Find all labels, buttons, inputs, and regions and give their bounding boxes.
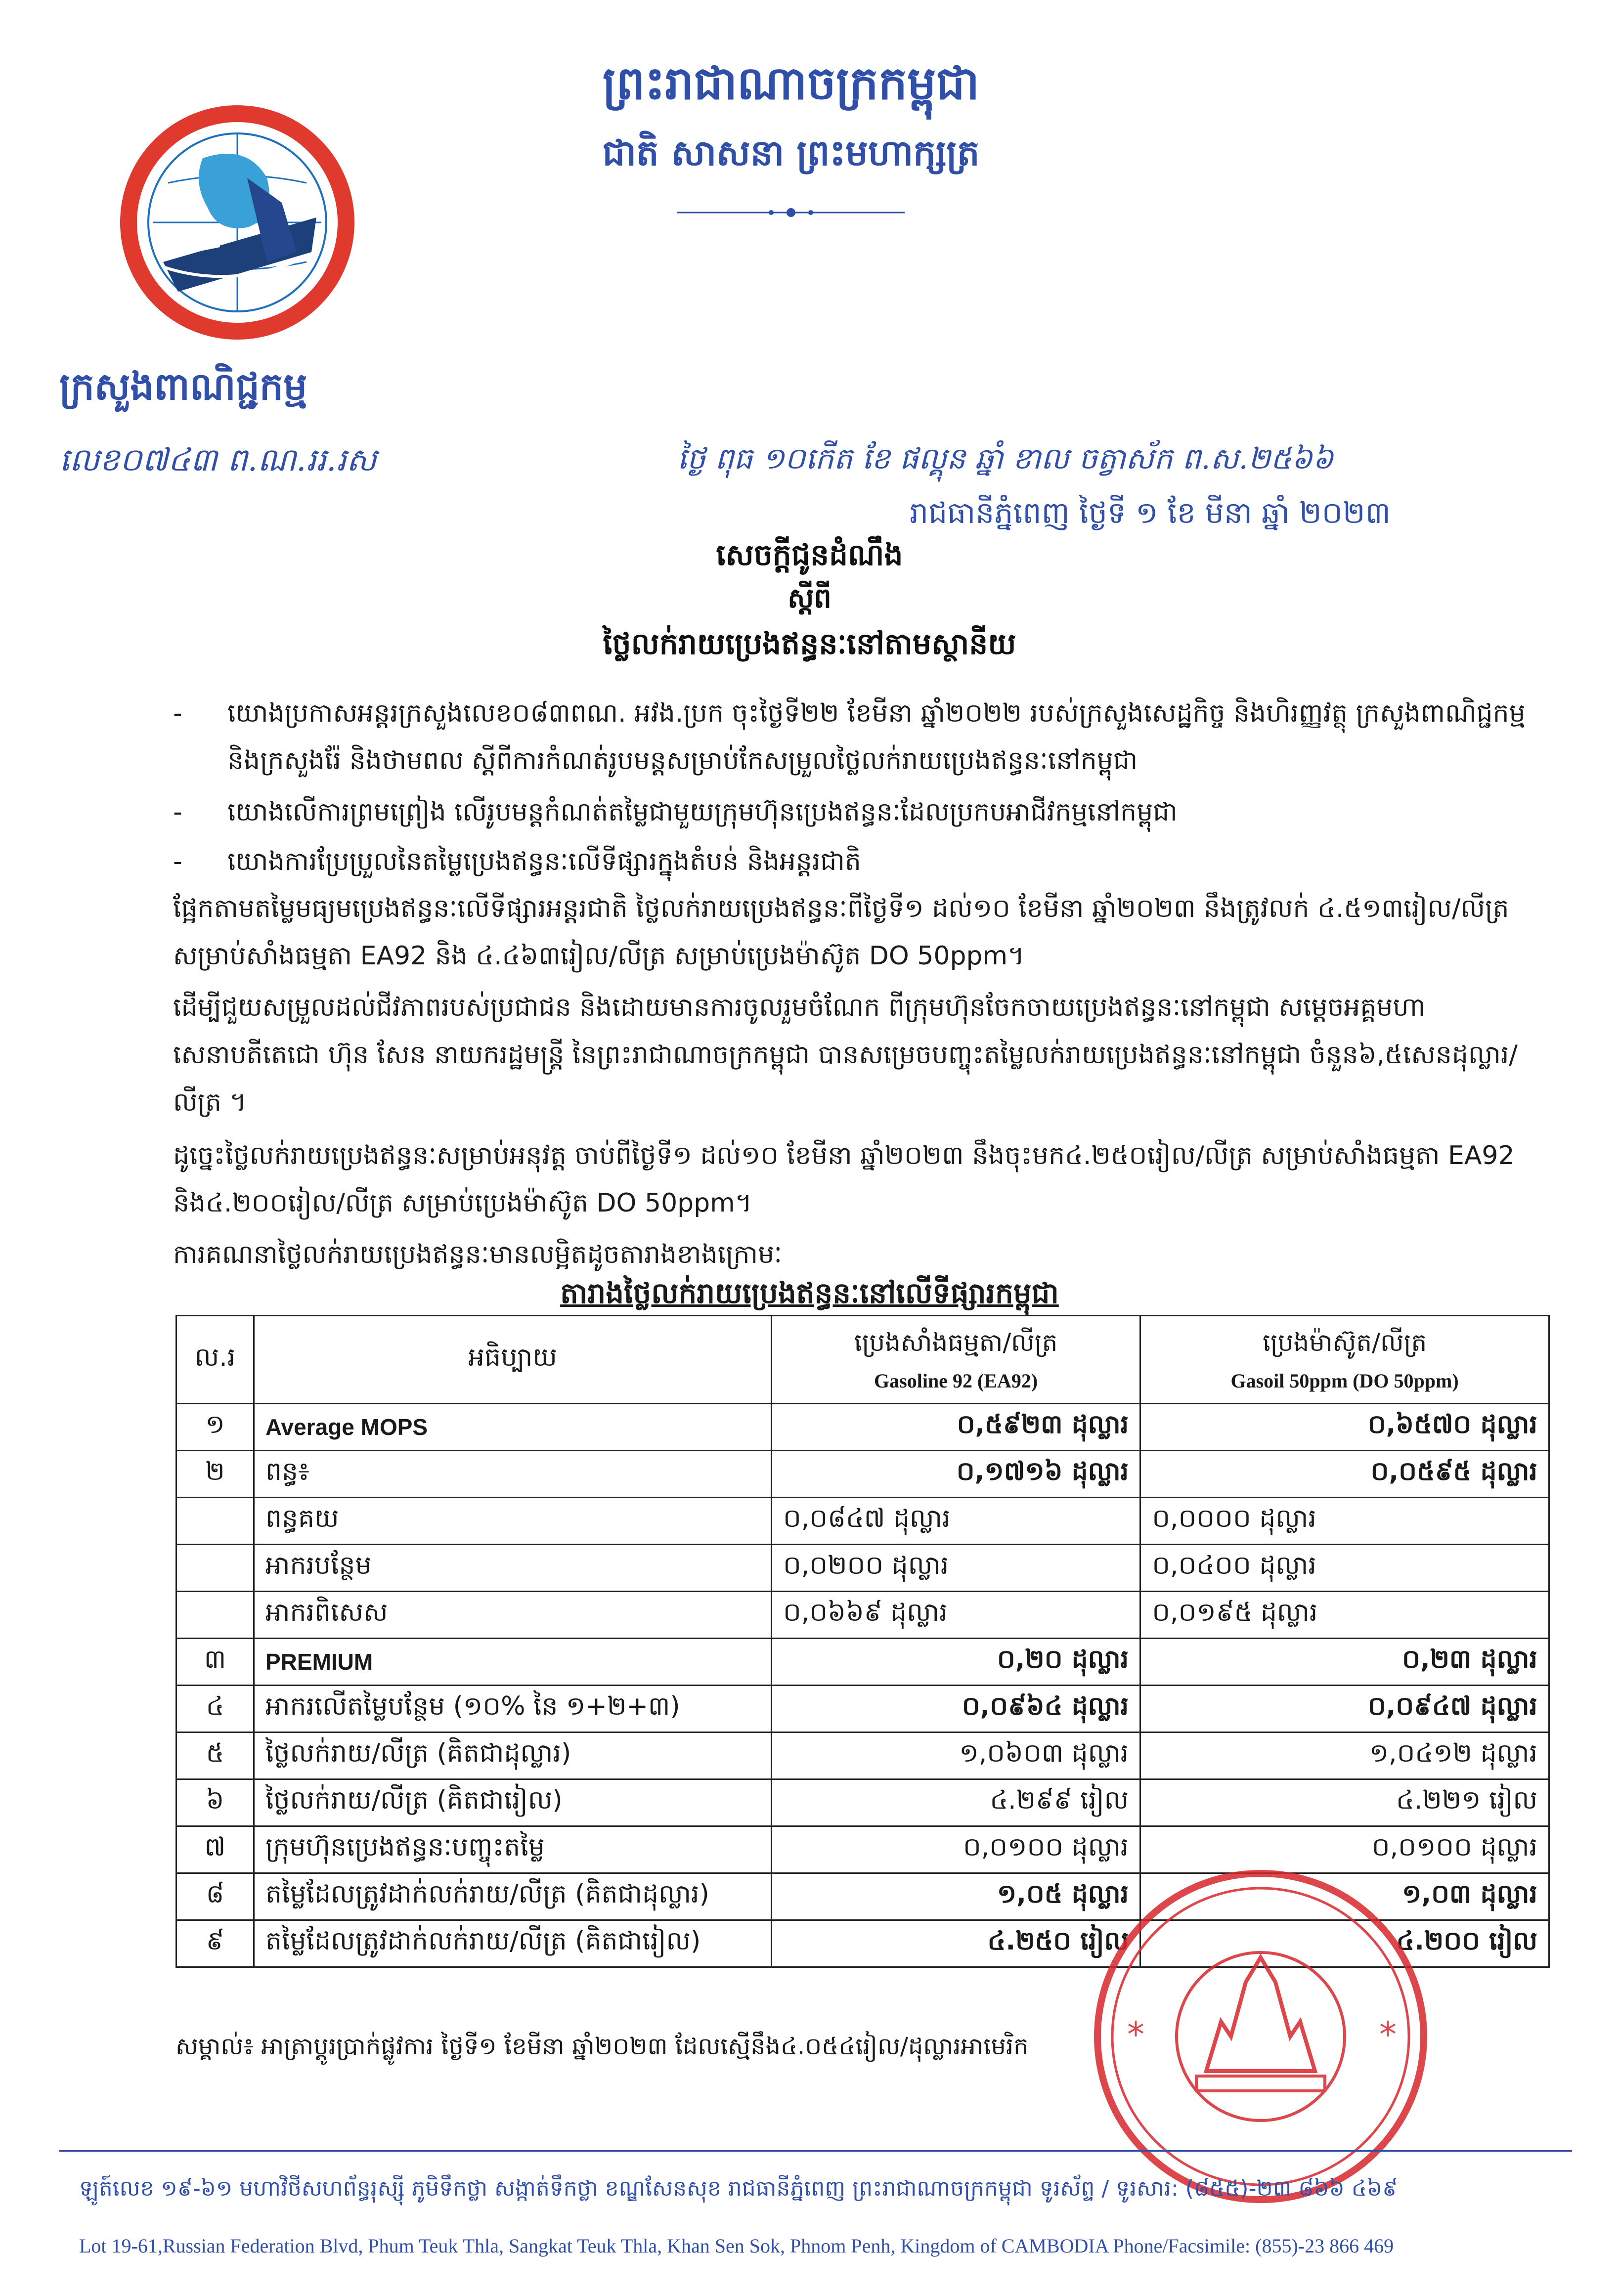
footer-divider: [59, 2150, 1572, 2152]
row-description: ថ្លៃលក់រាយ/លីត្រ (គិតជាដុល្លារ): [254, 1733, 772, 1779]
footer-address-kh: ឡូត៍លេខ ១៩-៦១ មហាវិថីសហព័ន្ធរុស្ស៊ី ភូមិទឹកថ្លា សង្កាត់ទឹកថ្លា ខណ្ឌសែនសុខ រាជធានីភ្នំពេញ ព្រះរាជាណាចក្រកម្ពុជា ទូរស័ព្ទ / ទូរសារ: (៨៥៥)-២៣ ៨៦៦ ៤៦៩: [79, 2176, 1398, 2201]
row-description: តម្លៃដែលត្រូវដាក់លក់រាយ/លីត្រ (គិតជារៀល): [254, 1920, 772, 1967]
gasoline-value: ០,០៨៤៧ ដុល្លារ: [772, 1498, 1140, 1545]
reference-bullet: [173, 690, 1557, 788]
exchange-rate-note: សម្គាល់៖ អាត្រាប្ដូរប្រាក់ផ្លូវការ ថ្ងៃទី១ ខែមីនា ឆ្នាំ២០២៣ ដែលស្មើនឹង៤.០៥៤រៀល/ដុល្លារអាមេរិក: [175, 2033, 1029, 2060]
table-row: [176, 1686, 1549, 1733]
diesel-value: ០,០៤០០ ដុល្លារ: [1140, 1545, 1549, 1592]
table-title: តារាងថ្លៃលក់រាយប្រេងឥន្ធនៈនៅលើទីផ្សារកម្ពុជា: [560, 1276, 1059, 1310]
diesel-value: ០,០៩៤៧ ដុល្លារ: [1140, 1686, 1549, 1733]
row-description: អាករលើតម្លៃបន្ថែម (១០% នៃ ១+២+៣): [254, 1686, 772, 1733]
row-number: ៩: [176, 1920, 254, 1967]
row-number: [176, 1545, 254, 1592]
gasoline-value: ០,៥៩២៣ ដុល្លារ: [772, 1404, 1140, 1451]
reference-bullet: [173, 838, 1557, 885]
diesel-value: ០,០០០០ ដុល្លារ: [1140, 1498, 1549, 1545]
gasoline-header-kh: ប្រេងសាំងធម្មតា/លីត្រ: [854, 1328, 1058, 1357]
row-number: ៤: [176, 1686, 254, 1733]
table-row: [176, 1498, 1549, 1545]
table-row: [176, 1451, 1549, 1498]
table-row: [176, 1545, 1549, 1592]
gasoline-value: ០,០៦៦៩ ដុល្លារ: [772, 1592, 1140, 1639]
table-row: [176, 1404, 1549, 1451]
body-paragraph: ផ្អែកតាមតម្លៃមធ្យមប្រេងឥន្ធនៈលើទីផ្សារអន្តរជាតិ ថ្លៃលក់រាយប្រេងឥន្ធនៈពីថ្ងៃទី១ ដល់១០ ខែមីនា ឆ្នាំ២០២៣ នឹងត្រូវលក់ ៤.៥១៣រៀល/លីត្រ សម្រាប់សាំងធម្មតា EA92 និង ៤.៤៦៣រៀល/លីត្រ សម្រាប់ប្រេងម៉ាស៊ូត DO 50ppm។: [173, 894, 1509, 971]
gasoline-value: ០,១៧១៦ ដុល្លារ: [772, 1451, 1140, 1498]
gasoline-value: ០,២០ ដុល្លារ: [772, 1639, 1140, 1686]
table-row: [176, 1639, 1549, 1686]
ministry-name: ក្រសួងពាណិជ្ជកម្ម: [59, 364, 307, 408]
svg-text:*: *: [1127, 2014, 1144, 2055]
gasoline-value: ០,០១០០ ដុល្លារ: [772, 1826, 1140, 1873]
row-number: [176, 1498, 254, 1545]
footer-address-en: Lot 19-61,Russian Federation Blvd, Phum Teuk Thla, Sangkat Teuk Thla, Khan Sen Sok, Phnom Penh, Kingdom of CAMBODIA Phone/Facsimile: (855)-23 866 469: [79, 2235, 1394, 2257]
diesel-value: ១,០៤១២ ដុល្លារ: [1140, 1733, 1549, 1779]
gasoline-value: ០,០៩៦៤ ដុល្លារ: [772, 1686, 1140, 1733]
table-row: [176, 1592, 1549, 1639]
table-row: [176, 1779, 1549, 1826]
diesel-value: ៤.២០០ រៀល: [1140, 1920, 1549, 1967]
body-paragraph: ដើម្បីជួយសម្រួលដល់ជីវភាពរបស់ប្រជាជន និងដោយមានការចូលរួមចំណែក ពីក្រុមហ៊ុនចែកចាយប្រេងឥន្ធនៈនៅកម្ពុជា សម្ដេចអគ្គមហាសេនាបតីតេជោ ហ៊ុន សែន នាយករដ្ឋមន្ត្រី នៃព្រះរាជាណាចក្រកម្ពុជា បានសម្រេចបញ្ចុះតម្លៃលក់រាយប្រេងឥន្ធនៈនៅកម្ពុជា ចំនួន៦,៥សេនដុល្លារ/លីត្រ ។: [173, 993, 1518, 1117]
row-number: ២: [176, 1451, 254, 1498]
svg-text:*: *: [1379, 2014, 1397, 2055]
bullet-dash: -: [173, 847, 182, 876]
about-heading: ស្ដីពី: [788, 582, 831, 614]
place-and-date: រាជធានីភ្នំពេញ ថ្ងៃទី ១ ខែ មីនា ឆ្នាំ ២០២៣: [910, 496, 1391, 530]
table-header-row: [176, 1316, 1549, 1404]
table-row: [176, 1733, 1549, 1779]
diesel-header-en: Gasoil 50ppm (DO 50ppm): [1230, 1369, 1459, 1392]
gasoline-value: ៤.២៥០ រៀល: [772, 1920, 1140, 1967]
body-paragraph: ការគណនាថ្លៃលក់រាយប្រេងឥន្ធនៈមានលម្អិតដូចតារាងខាងក្រោមៈ: [173, 1240, 782, 1269]
row-description: ពន្ធគយ: [254, 1498, 772, 1545]
row-number: ៥: [176, 1733, 254, 1779]
row-description: ក្រុមហ៊ុនប្រេងឥន្ធនៈបញ្ចុះតម្លៃ: [254, 1826, 772, 1873]
row-description: អាករពិសេស: [254, 1592, 772, 1639]
lunar-date: ថ្ងៃ ពុធ ១០កើត ខែ ផល្គុន ឆ្នាំ ខាល ចត្វាស័ក ព.ស.២៥៦៦: [677, 441, 1334, 476]
body-paragraph: ដូច្នេះថ្លៃលក់រាយប្រេងឥន្ធនៈសម្រាប់អនុវត្ត ចាប់ពីថ្ងៃទី១ ដល់១០ ខែមីនា ឆ្នាំ២០២៣ នឹងចុះមក៤.២៥០រៀល/លីត្រ សម្រាប់សាំងធម្មតា EA92 និង៤.២០០រៀល/លីត្រ សម្រាប់ប្រេងម៉ាស៊ូត DO 50ppm។: [173, 1141, 1515, 1218]
ministry-logo: [119, 104, 356, 361]
row-description: អាករបន្ថែម: [254, 1545, 772, 1592]
gasoline-value: ០,០២០០ ដុល្លារ: [772, 1545, 1140, 1592]
diesel-header-kh: ប្រេងម៉ាស៊ូត/លីត្រ: [1262, 1328, 1427, 1357]
diesel-value: ០,០១០០ ដុល្លារ: [1140, 1826, 1549, 1873]
row-description: Average MOPS: [254, 1404, 772, 1451]
bullet-dash: -: [173, 797, 182, 827]
row-number: ៦: [176, 1779, 254, 1826]
decorative-divider: [677, 205, 905, 220]
subject-heading: ថ្លៃលក់រាយប្រេងឥន្ធនៈនៅតាមស្ថានីយ: [603, 627, 1016, 661]
gasoline-header-en: Gasoline 92 (EA92): [874, 1369, 1038, 1392]
official-seal: [1083, 1859, 1439, 2214]
bullet-text: យោងការប្រែប្រួលនៃតម្លៃប្រេងឥន្ធនៈលើទីផ្សារក្នុងតំបន់ និងអន្តរជាតិ: [227, 847, 861, 876]
diesel-value: ១,០៣ ដុល្លារ: [1140, 1873, 1549, 1920]
gasoline-value: ១,០៦០៣ ដុល្លារ: [772, 1733, 1140, 1779]
column-header-gasoline: [772, 1316, 1140, 1404]
reference-bullet: [173, 788, 1557, 836]
national-motto: ជាតិ សាសនា ព្រះមហាក្សត្រ: [602, 132, 980, 173]
row-number: ៨: [176, 1873, 254, 1920]
kingdom-title: ព្រះរាជាណាចក្រកម្ពុជា: [602, 57, 980, 110]
diesel-value: ០,៦៥៧០ ដុល្លារ: [1140, 1404, 1549, 1451]
row-description: ពន្ធ៖: [254, 1451, 772, 1498]
gasoline-value: ១,០៥ ដុល្លារ: [772, 1873, 1140, 1920]
row-number: [176, 1592, 254, 1639]
row-description: ថ្លៃលក់រាយ/លីត្រ (គិតជារៀល): [254, 1779, 772, 1826]
diesel-value: ០,០៥៩៥ ដុល្លារ: [1140, 1451, 1549, 1498]
column-header-description: អធិប្បាយ: [254, 1316, 772, 1404]
row-number: ១: [176, 1404, 254, 1451]
diesel-value: ០,០១៩៥ ដុល្លារ: [1140, 1592, 1549, 1639]
bullet-dash: -: [173, 698, 182, 728]
reference-number: លេខ០៧៤៣ ព.ណ.ររ.រស: [59, 442, 377, 478]
row-description: PREMIUM: [254, 1639, 772, 1686]
gasoline-value: ៤.២៩៩ រៀល: [772, 1779, 1140, 1826]
row-number: ៧: [176, 1826, 254, 1873]
row-number: ៣: [176, 1639, 254, 1686]
bullet-text: យោងប្រកាសអន្តរក្រសួងលេខ០៨៣ពណ. អវង.ប្រក ចុះថ្ងៃទី២២ ខែមីនា ឆ្នាំ២០២២ របស់ក្រសួងសេដ្ឋកិច្ច និងហិរញ្ញវត្ថុ ក្រសួងពាណិជ្ជកម្ម និងក្រសួងរ៉ែ និងថាមពល ស្ដីពីការកំណត់រូបមន្តសម្រាប់កែសម្រួលថ្លៃលក់រាយប្រេងឥន្ធនៈនៅកម្ពុជា: [227, 698, 1526, 776]
column-header-diesel: [1140, 1316, 1549, 1404]
row-description: តម្លៃដែលត្រូវដាក់លក់រាយ/លីត្រ (គិតជាដុល្លារ): [254, 1873, 772, 1920]
diesel-value: ៤.២២១ រៀល: [1140, 1779, 1549, 1826]
column-header-no: ល.រ: [176, 1316, 254, 1404]
notice-heading: សេចក្ដីជូនដំណឹង: [716, 538, 903, 572]
diesel-value: ០,២៣ ដុល្លារ: [1140, 1639, 1549, 1686]
bullet-text: យោងលើការព្រមព្រៀង លើរូបមន្តកំណត់តម្លៃជាមួយក្រុមហ៊ុនប្រេងឥន្ធនៈដែលប្រកបអាជីវកម្មនៅកម្ពុជា: [227, 797, 1178, 827]
